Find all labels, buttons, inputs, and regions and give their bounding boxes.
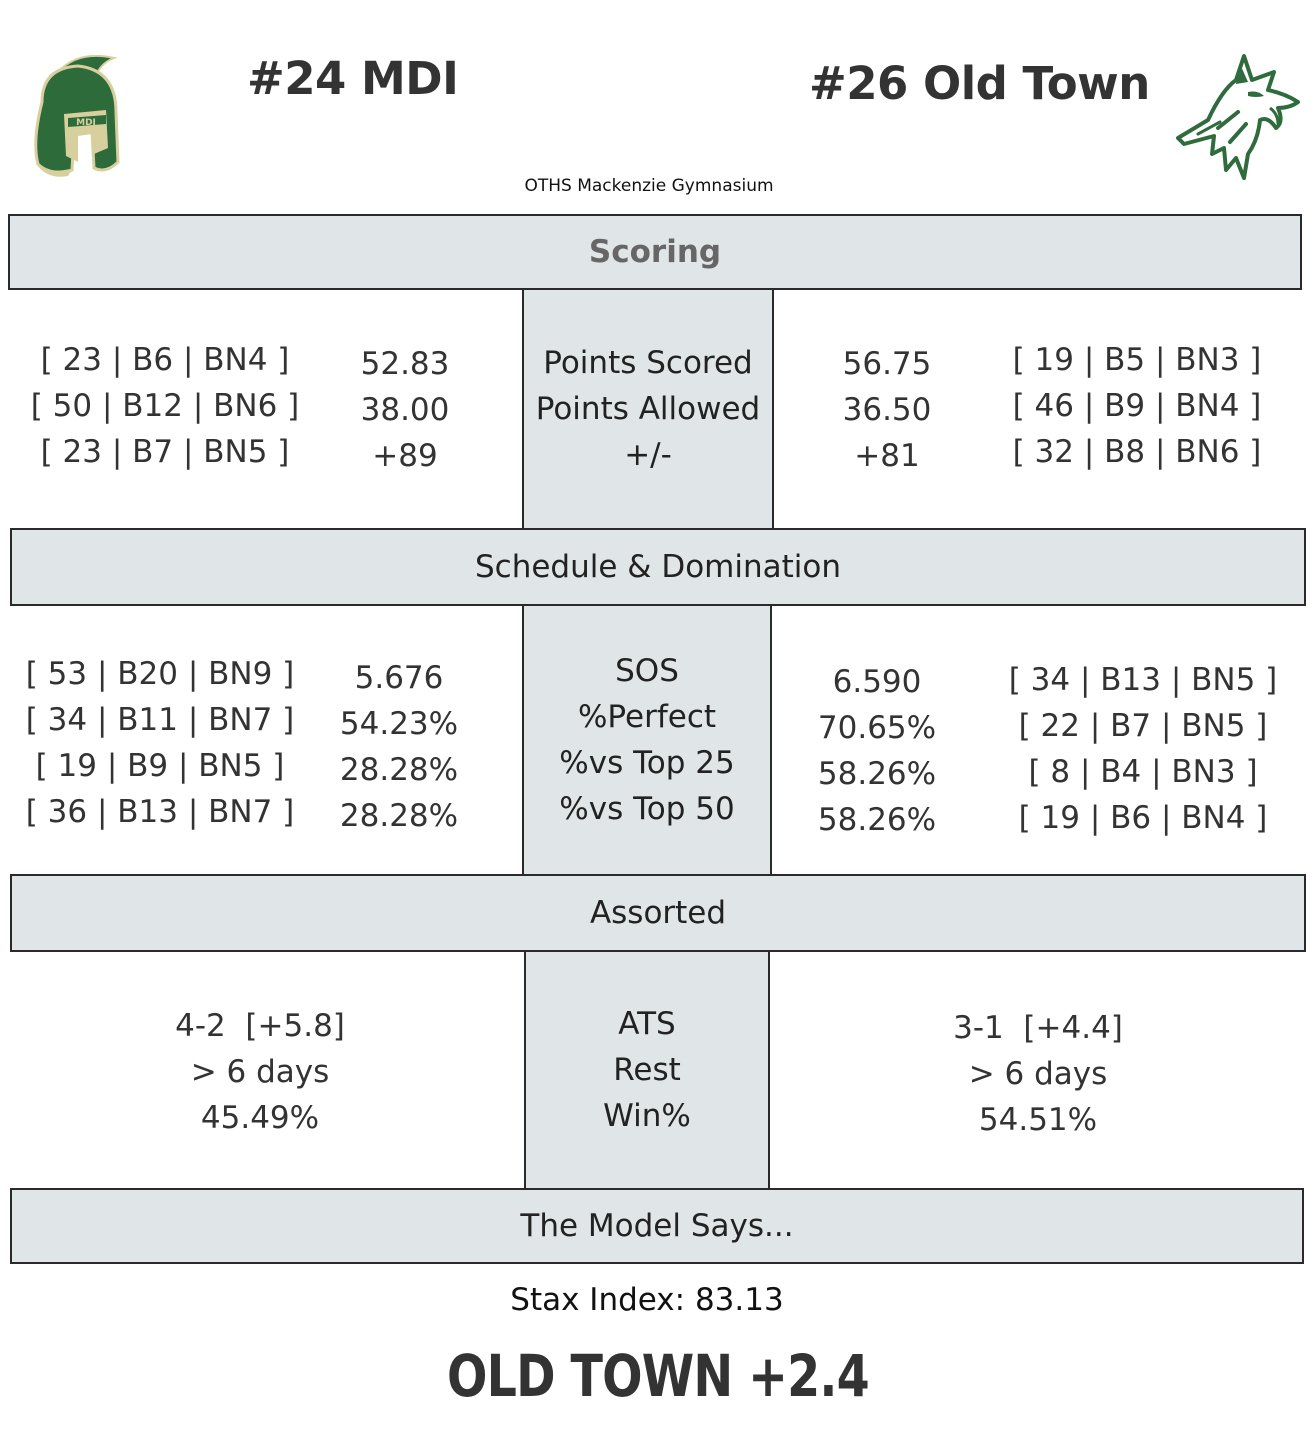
- scoring-left-ranks: [0, 336, 330, 476]
- schedule-label: %vs Top 50: [559, 791, 735, 827]
- schedule-left-rank: [ 19 | B9 | BN5 ]: [35, 748, 285, 784]
- stax-index: Stax Index: 83.13: [510, 1282, 784, 1318]
- scoring-left-values: [330, 340, 480, 480]
- scoring-left-value: +89: [372, 438, 438, 474]
- home-team-name: #24 MDI: [247, 52, 459, 105]
- schedule-right-value: 58.26%: [817, 802, 937, 838]
- scoring-left-value: 52.83: [360, 346, 450, 382]
- scoring-label: Points Scored: [543, 345, 753, 381]
- assorted-right-value: 54.51%: [978, 1102, 1098, 1138]
- scoring-label: Points Allowed: [535, 391, 761, 427]
- scoring-right-rank: [ 19 | B5 | BN3 ]: [1012, 342, 1262, 378]
- scoring-left-value: 38.00: [360, 392, 450, 428]
- schedule-right-rank: [ 22 | B7 | BN5 ]: [1018, 708, 1268, 744]
- schedule-label: %Perfect: [577, 699, 717, 735]
- scoring-right-value: 56.75: [842, 346, 932, 382]
- schedule-left-rank: [ 36 | B13 | BN7 ]: [25, 794, 295, 830]
- schedule-right-value: 58.26%: [817, 756, 937, 792]
- schedule-right-value: 6.590: [832, 664, 922, 700]
- assorted-right-value: > 6 days: [968, 1056, 1108, 1092]
- schedule-right-rank: [ 34 | B13 | BN5 ]: [1008, 662, 1278, 698]
- schedule-title: Schedule & Domination: [474, 549, 841, 585]
- schedule-right-rank: [ 8 | B4 | BN3 ]: [1028, 754, 1258, 790]
- schedule-left-rank: [ 53 | B20 | BN9 ]: [25, 656, 295, 692]
- scoring-left-rank: [ 23 | B6 | BN4 ]: [40, 342, 290, 378]
- schedule-right-values: [802, 658, 952, 844]
- model-verdict: OLD TOWN +2.4: [447, 1342, 869, 1410]
- assorted-left-value: 45.49%: [200, 1100, 320, 1136]
- scoring-labels: [522, 290, 774, 528]
- assorted-labels: [524, 952, 770, 1188]
- scoring-label: +/-: [624, 437, 672, 473]
- model-title: The Model Says...: [520, 1208, 794, 1244]
- schedule-left-ranks: [0, 650, 320, 836]
- schedule-left-value: 28.28%: [339, 752, 459, 788]
- schedule-left-value: 28.28%: [339, 798, 459, 834]
- schedule-left-values: [324, 654, 474, 840]
- schedule-right-value: 70.65%: [817, 710, 937, 746]
- schedule-label: %vs Top 25: [559, 745, 735, 781]
- scoring-left-rank: [ 50 | B12 | BN6 ]: [30, 388, 300, 424]
- assorted-left-value: > 6 days: [190, 1054, 330, 1090]
- scoring-title: Scoring: [588, 234, 722, 270]
- assorted-label: ATS: [618, 1006, 676, 1042]
- section-header-schedule: [10, 528, 1306, 606]
- schedule-left-rank: [ 34 | B11 | BN7 ]: [25, 702, 295, 738]
- scoring-right-ranks: [972, 336, 1302, 476]
- venue-label: OTHS Mackenzie Gymnasium: [524, 176, 774, 196]
- assorted-label: Rest: [613, 1052, 681, 1088]
- assorted-right-value: 3-1 [+4.4]: [953, 1010, 1123, 1046]
- scoring-left-rank: [ 23 | B7 | BN5 ]: [40, 434, 290, 470]
- assorted-left-value: 4-2 [+5.8]: [175, 1008, 345, 1044]
- scoring-right-rank: [ 32 | B8 | BN6 ]: [1012, 434, 1262, 470]
- assorted-title: Assorted: [589, 895, 727, 931]
- coyote-logo: [1174, 50, 1300, 182]
- scoring-right-value: 36.50: [842, 392, 932, 428]
- schedule-labels: [522, 606, 772, 874]
- section-header-scoring: [8, 214, 1302, 290]
- assorted-right-values: [878, 1004, 1198, 1144]
- assorted-left-values: [100, 1002, 420, 1142]
- mdi-logo-text: MDI: [76, 118, 96, 128]
- scoring-right-values: [812, 340, 962, 480]
- schedule-left-value: 5.676: [354, 660, 444, 696]
- scoring-right-value: +81: [854, 438, 920, 474]
- schedule-right-rank: [ 19 | B6 | BN4 ]: [1018, 800, 1268, 836]
- schedule-right-ranks: [978, 656, 1308, 842]
- section-header-assorted: [10, 874, 1306, 952]
- schedule-left-value: 54.23%: [339, 706, 459, 742]
- schedule-label: SOS: [615, 653, 679, 689]
- away-team-name: #26 Old Town: [809, 57, 1150, 110]
- mdi-logo: [28, 52, 124, 182]
- section-header-model: [10, 1188, 1304, 1264]
- assorted-label: Win%: [603, 1098, 691, 1134]
- scoring-right-rank: [ 46 | B9 | BN4 ]: [1012, 388, 1262, 424]
